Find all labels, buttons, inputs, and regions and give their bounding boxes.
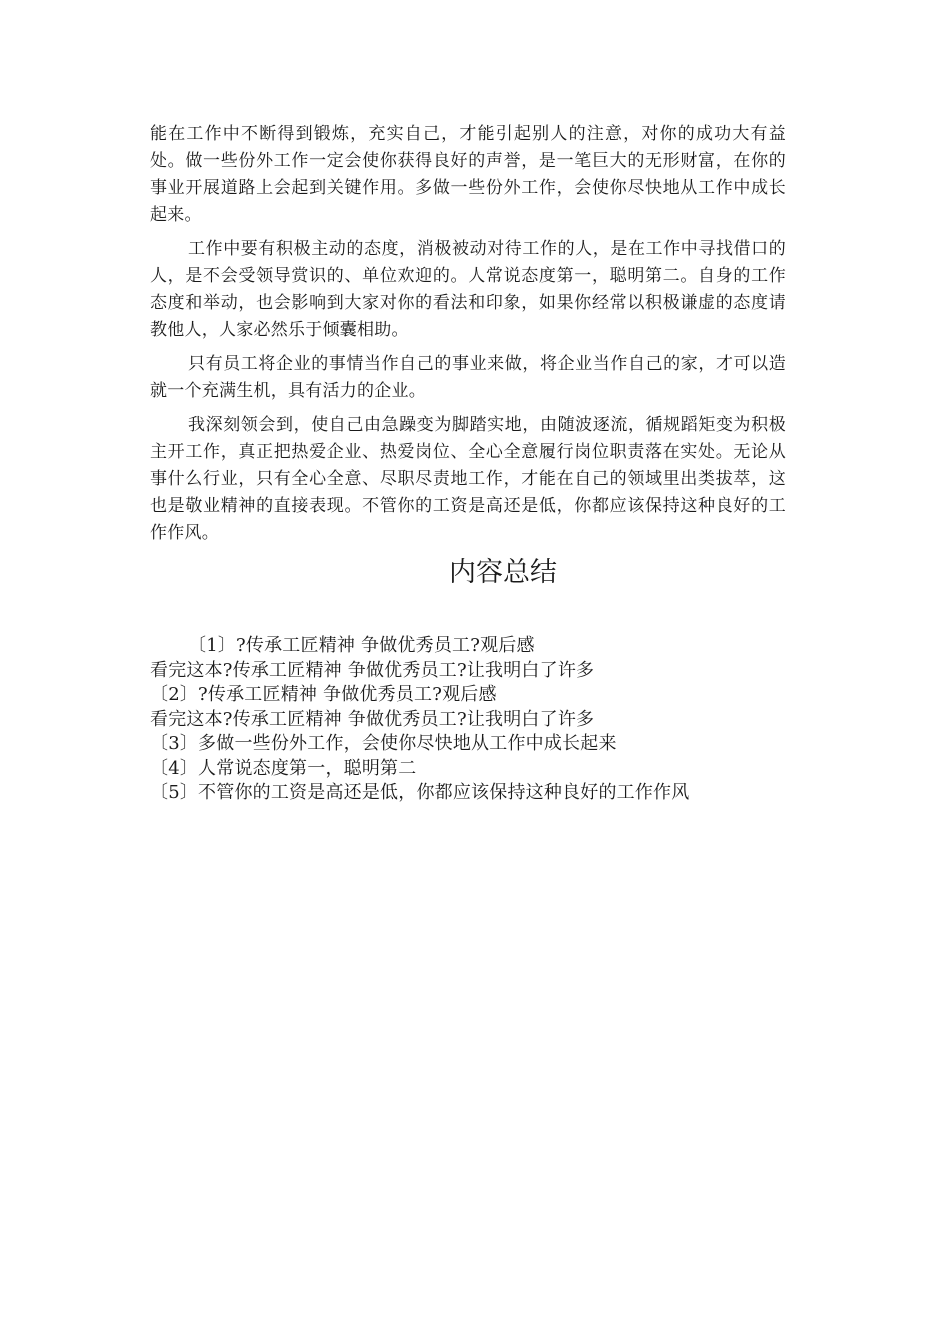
summary-line: 〔3〕多做一些份外工作，会使你尽快地从工作中成长起来: [150, 733, 617, 754]
paragraph-attitude: 工作中要有积极主动的态度，消极被动对待工作的人，是在工作中寻找借口的人，是不会受领导赏识的、单位欢迎的。人常说态度第一，聪明第二。自身的工作态度和举动，也会影响到大家对你的看法和印象，如果你经常以积极谦虚的态度请教他人，人家必然乐于倾囊相助。: [150, 239, 786, 340]
summary-title: 内容总结: [449, 557, 557, 588]
paragraph-continuation: 能在工作中不断得到锻炼，充实自己，才能引起别人的注意，对你的成功大有益处。做一些份外工作一定会使你获得良好的声誉，是一笔巨大的无形财富，在你的事业开展道路上会起到关键作用。多做一些份外工作，会使你尽快地从工作中成长起来。: [150, 124, 786, 225]
summary-line: 〔1〕?传承工匠精神 争做优秀员工?观后感: [188, 635, 535, 656]
body-text: [150, 121, 786, 554]
summary-line: 〔5〕不管你的工资是高还是低，你都应该保持这种良好的工作作风: [150, 782, 690, 803]
summary-line: 看完这本?传承工匠精神 争做优秀员工?让我明白了许多: [150, 708, 595, 730]
summary-line: 〔2〕?传承工匠精神 争做优秀员工?观后感: [150, 684, 497, 705]
summary-line: 看完这本?传承工匠精神 争做优秀员工?让我明白了许多: [150, 659, 595, 681]
paragraph-reflection: 我深刻领会到，使自己由急躁变为脚踏实地，由随波逐流，循规蹈矩变为积极主开工作，真正把热爱企业、热爱岗位、全心全意履行岗位职责落在实处。无论从事什么行业，只有全心全意、尽职尽责地工作，才能在自己的领域里出类拔萃，这也是敬业精神的直接表现。不管你的工资是高还是低，你都应该保持这种良好的工作作风。: [150, 415, 786, 543]
summary-line: 〔4〕人常说态度第一，聪明第二: [150, 757, 417, 779]
paragraph-enterprise: 只有员工将企业的事情当作自己的事业来做，将企业当作自己的家，才可以造就一个充满生机，具有活力的企业。: [150, 354, 786, 401]
summary-list: [150, 634, 830, 806]
